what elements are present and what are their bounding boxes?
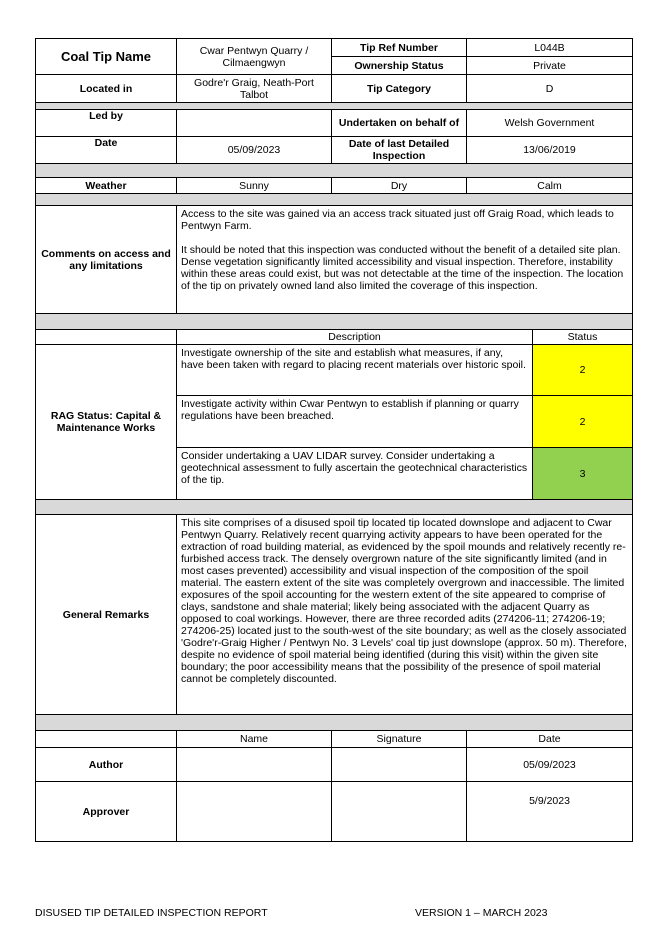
rag-status-value: 2	[533, 396, 633, 448]
comments-label: Comments on access and any limitations	[36, 206, 177, 314]
blank-cell	[36, 731, 177, 748]
date-value: 05/09/2023	[177, 137, 332, 164]
weather-value-3: Calm	[467, 178, 633, 194]
date-header: Date	[467, 731, 633, 748]
inspection-table	[35, 38, 633, 842]
ownership-value: Private	[467, 57, 633, 75]
separator-row	[36, 314, 633, 330]
name-header: Name	[177, 731, 332, 748]
rag-status-value: 2	[533, 345, 633, 396]
footer-version: VERSION 1 – MARCH 2023	[415, 907, 548, 919]
on-behalf-value: Welsh Government	[467, 110, 633, 137]
on-behalf-label: Undertaken on behalf of	[332, 110, 467, 137]
approver-label: Approver	[36, 782, 177, 842]
tip-ref-label: Tip Ref Number	[332, 39, 467, 57]
signature-header: Signature	[332, 731, 467, 748]
blank-cell	[36, 330, 177, 345]
weather-label: Weather	[36, 178, 177, 194]
general-remarks-text: This site comprises of a disused spoil tip located tip located downslope and adjacent to Cwar Pentwyn Quarry. Relatively recent quarrying activity appears to have been operated for the extraction of road building material, as evidenced by the spoil mounds and relatively recently re-furbished access track. The densely overgrown nature of the site significantly limited (and in most cases prevented) accessibility and visual inspection of the composition of the spoil material. The eastern extent of the site was completely overgrown and inaccessible. The limited exposures of the spoil accounting for the western extent of the site appeared to comprise of clays, sandstone and shale material; likely being associated with the adjacent Quarry as opposed to coal workings. However, there are three recorded adits (274206-11; 274206-19; 274206-25) located just to the south-west of the site boundary; as well as the closely associated 'Godre'r-Graig Higher / Pentwyn No. 3 Levels' coal tip just downslope (approx. 50 m). Therefore, despite no evidence of spoil material being identified (during this visit) within the given site boundary; the poor accessibility means that the possibility of the presence of spoil material cannot be completely discounted.	[177, 515, 633, 715]
tip-category-label: Tip Category	[332, 75, 467, 103]
coal-tip-name-label: Coal Tip Name	[36, 39, 177, 75]
weather-value-1: Sunny	[177, 178, 332, 194]
located-value: Godre'r Graig, Neath-Port Talbot	[177, 75, 332, 103]
author-name	[177, 748, 332, 782]
separator-row	[36, 194, 633, 206]
rag-description: Investigate ownership of the site and establish what measures, if any, have been taken with regard to placing recent materials over historic spoil.	[177, 345, 533, 396]
tip-ref-value: L044B	[467, 39, 633, 57]
comments-paragraph-2: It should be noted that this inspection was conducted without the benefit of a detailed site plan. Dense vegetation significantly limited accessibility and visual inspection. Therefore, instability within these areas could exist, but was not detectable at the time of the inspection. The location of the tip on privately owned land also limited the coverage of this inspection.	[181, 244, 624, 292]
comments-paragraph-1: Access to the site was gained via an access track situated just off Graig Road, which leads to Pentwyn Farm.	[181, 208, 614, 232]
weather-value-2: Dry	[332, 178, 467, 194]
general-remarks-label: General Remarks	[36, 515, 177, 715]
tip-category-value: D	[467, 75, 633, 103]
status-header: Status	[533, 330, 633, 345]
footer-title: DISUSED TIP DETAILED INSPECTION REPORT	[35, 907, 268, 919]
description-header: Description	[177, 330, 533, 345]
separator-row	[36, 103, 633, 110]
separator-row	[36, 164, 633, 178]
located-label: Located in	[36, 75, 177, 103]
date-label: Date	[36, 137, 177, 164]
led-by-value	[177, 110, 332, 137]
rag-description: Investigate activity within Cwar Pentwyn to establish if planning or quarry regulations have been breached.	[177, 396, 533, 448]
rag-status-label: RAG Status: Capital & Maintenance Works	[36, 345, 177, 500]
ownership-label: Ownership Status	[332, 57, 467, 75]
rag-description: Consider undertaking a UAV LIDAR survey. Consider undertaking a geotechnical assessment to fully ascertain the geotechnical characteristics of the tip.	[177, 448, 533, 500]
rag-status-value: 3	[533, 448, 633, 500]
author-label: Author	[36, 748, 177, 782]
separator-row	[36, 715, 633, 731]
coal-tip-name-value: Cwar Pentwyn Quarry / Cilmaengwyn	[177, 39, 332, 75]
approver-signature	[332, 782, 467, 842]
last-inspection-value: 13/06/2019	[467, 137, 633, 164]
approver-name	[177, 782, 332, 842]
author-date: 05/09/2023	[467, 748, 633, 782]
last-inspection-label: Date of last Detailed Inspection	[332, 137, 467, 164]
separator-row	[36, 500, 633, 515]
author-signature	[332, 748, 467, 782]
comments-text	[177, 206, 633, 314]
approver-date: 5/9/2023	[467, 782, 633, 842]
led-by-label: Led by	[36, 110, 177, 137]
